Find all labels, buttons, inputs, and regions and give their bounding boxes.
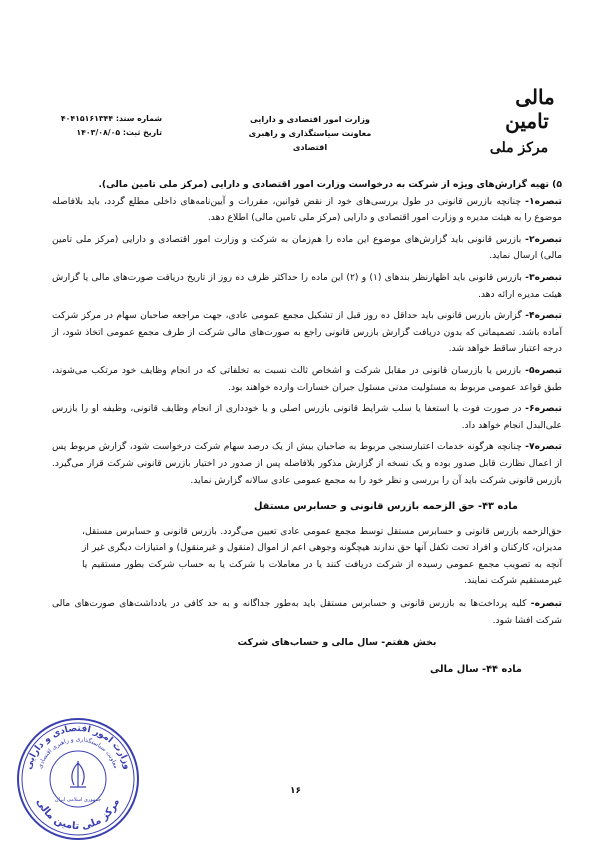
official-stamp [14, 715, 142, 843]
note-3 [52, 270, 562, 303]
article-43-text: حق‌الزحمه بازرس قانونی و حسابرس مستقل توسط مجمع عمومی عادی تعیین می‌گردد. بازرس قانونی و حسابرس مستقل، مدیران، کارکنان و افراد تحت تکفل آنها حق ندارند هیچگونه وجوهی اعم از اموال (منقول و غیرمنقول) و امتیازات دیگری غیر از آنچه به تصویب مجمع عمومی رسیده از شرکت دریافت کنند یا در معاملات با شرکت یا به حساب شرکت بطور مستقیم یا غیرمستقیم شرکت نمایند. [82, 525, 562, 587]
note-text: بازرس قانونی باید گزارش‌های موضوع این ماده را هم‌زمان به شرکت و وزارت امور اقتصادی و دارایی (مرکز ملی تامین مالی) ارسال نماید. [52, 233, 562, 262]
note-label: تبصره۶- [525, 403, 562, 415]
stamp-seal-icon [14, 715, 142, 843]
note-label: تبصره- [530, 598, 563, 610]
note-5 [52, 363, 562, 396]
document-date-value: ۱۴۰۳/۰۸/۰۵ [76, 128, 121, 137]
ministry-name: وزارت امور اقتصادی و دارایی [249, 114, 370, 124]
note-label: تبصره۵- [525, 364, 562, 376]
document-body [52, 177, 562, 678]
note-text: کلیه پرداخت‌ها به بازرس قانونی و حسابرس مستقل باید به‌طور جداگانه و به حد کافی در یادداشت‌های صورت‌های مالی شرکت افشا شود. [52, 598, 562, 626]
document-date-row [22, 126, 162, 140]
header-meta [22, 112, 162, 140]
logo-line1: مالی [515, 85, 555, 109]
note-label: تبصره۴- [525, 310, 562, 322]
document-number-row [22, 112, 162, 126]
part-7-title: بخش هفتم- سال مالی و حساب‌های شرکت [237, 637, 437, 649]
note-text: چنانچه هرگونه خدمات اعتبارسنجی مربوط به صاحبان بیش از یک درصد سهام شرکت درخواست شود، گزارش مربوط پس از اعمال نظارت قابل صدور بوده و یک نسخه از گزارش مذکور بلافاصله پس از صدور در اختیار بازرس قانونی شرکت قرار می‌گیرد. بازرس قانونی شرکت باید آن را بررسی و نظر خود را به مجمع عمومی عادی سالانه گزارش نماید. [52, 441, 562, 486]
center-logo [475, 82, 565, 162]
document-date-label: تاریخ ثبت: [122, 128, 162, 137]
stamp-mid-text: معاونت سیاستگذاری و راهبری اقتصادی [36, 735, 120, 770]
note-2 [52, 232, 562, 265]
article-44-title: ماده ۴۴- سال مالی [430, 663, 522, 675]
note-label: تبصره۳- [525, 271, 562, 283]
note-4 [52, 308, 562, 358]
note-1 [52, 194, 562, 227]
header-organization [235, 112, 385, 154]
logo-line3: مرکز ملی [489, 140, 549, 156]
document-number-label: شماره سند: [115, 114, 162, 123]
item-5: ۵) تهیه گزارش‌های ویژه از شرکت به درخواست وزارت امور اقتصادی و دارایی (مرکز ملی تامین مالی). [98, 179, 562, 190]
deputy-name: معاونت سیاستگذاری و راهبری اقتصادی [248, 128, 372, 152]
page-number: ۱۶ [290, 786, 301, 796]
logo-line2: تامین [505, 109, 549, 133]
stamp-center-text: جمهوری اسلامی ایران [54, 797, 102, 803]
note-text: در صورت فوت یا استعفا یا سلب شرایط قانونی بازرس اصلی و یا خودداری از انجام وظایف قانونی، وظیفه او را بازرس علی‌البدل انجام خواهد داد. [52, 403, 562, 431]
note-6 [52, 401, 562, 434]
note-text: بازرس یا بازرسان قانونی در مقابل شرکت و اشخاص ثالث نسبت به تخلفاتی که در انجام وظایف خود مرتکب می‌شوند، طبق قواعد عمومی مربوط به مسئولیت مدنی مسئول جبران خسارات وارده خواهند بود. [52, 364, 562, 393]
note-label: تبصره۷- [525, 441, 562, 453]
note-7 [52, 439, 562, 489]
stamp-bottom-text: مرکز ملی تامین مالی [33, 797, 122, 833]
article-43-title: ماده ۴۳- حق الزحمه بازرس قانونی و حسابرس مستقل [253, 501, 518, 513]
note-label: تبصره۲- [525, 233, 562, 245]
note-text: گزارش بازرس قانونی باید حداقل ده روز قبل از تشکیل مجمع عمومی عادی، جهت مراجعه صاحبان سهام در مرکز شرکت آماده باشد. تصمیماتی که بدون دریافت گزارش بازرس قانونی راجع به صورت‌های مالی شرکت از طرف مجمع عمومی اتخاذ شود، از درجه اعتبار ساقط خواهد شد. [52, 310, 562, 355]
note-label: تبصره۱- [525, 195, 562, 207]
article-43-note [52, 596, 562, 629]
stamp-outer-text: وزارت امور اقتصادی و دارایی [23, 723, 132, 771]
emblem-icon [70, 761, 86, 787]
document-number-value: ۴۰۴۱۵۱۶۱۳۴۴ [60, 114, 114, 123]
note-text: چنانچه بازرس قانونی در طول بررسی‌های خود از نقض قوانین، مقررات و آیین‌نامه‌های داخلی مطلع گردد، باید بلافاصله موضوع را به هیئت مدیره و وزارت امور اقتصادی و دارایی (مرکز ملی تامین مالی) اطلاع دهد. [52, 195, 562, 224]
logo-mark-icon [475, 82, 565, 162]
note-text: بازرس قانونی باید اظهارنظر بندهای (۱) و (۲) این ماده را حداکثر ظرف ده روز از تاریخ دریافت صورت‌های مالی یا گزارش هیئت مدیره ارائه دهد. [52, 271, 562, 300]
